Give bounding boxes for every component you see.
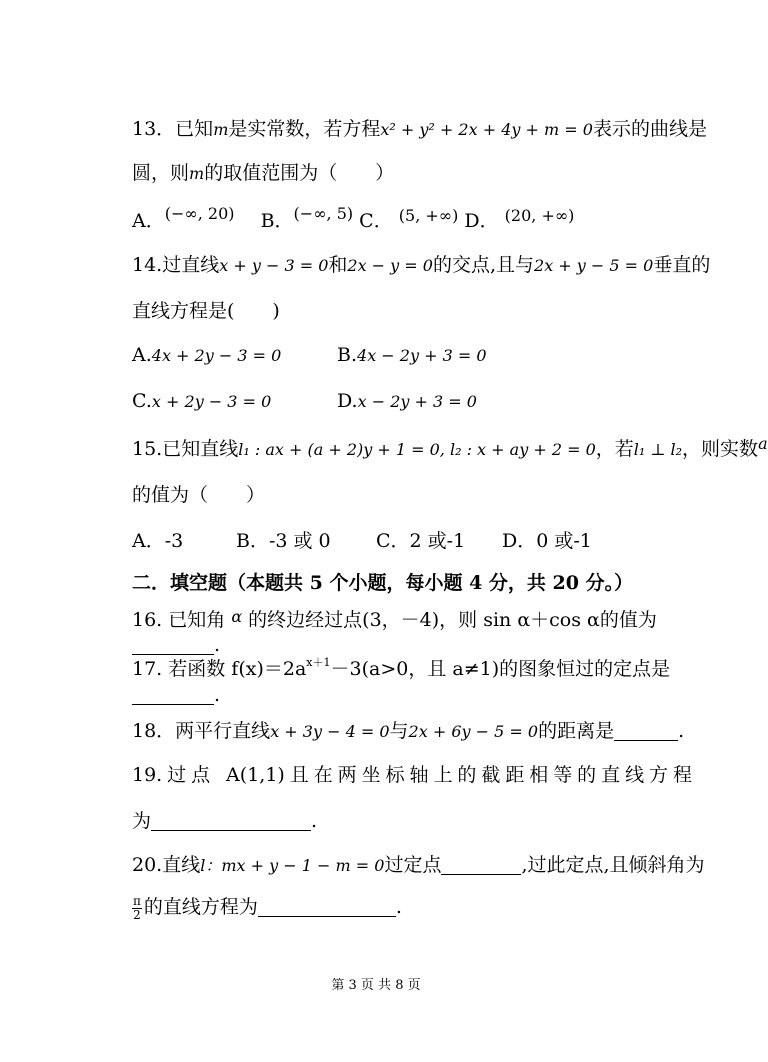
q15-condition: l₁ ⊥ l₂ [633, 440, 683, 459]
q19-text-line2: 为 [132, 810, 152, 832]
q14-options-cd [132, 388, 692, 415]
q20-eq: ：mx + y − 1 − m = 0 [205, 856, 385, 875]
q16-line1 [132, 607, 692, 634]
q18-answer-blank[interactable] [614, 720, 678, 741]
q15-line2 [132, 482, 692, 508]
q15-option-a: A．-3 [132, 530, 184, 552]
q20-text-c: ,过此定点,且倾斜角为 [521, 854, 705, 876]
q18-eq1: x + 3y − 4 = 0 [270, 722, 390, 741]
q13-option-b-label: B． [260, 210, 294, 232]
q13-options [132, 204, 692, 235]
q15-text-line2: 的值为（ ） [132, 484, 266, 506]
q17-answer-line: . [132, 682, 692, 708]
q14-options-ab [132, 342, 692, 369]
q13-option-a-label: A． [132, 210, 165, 232]
page-footer: 第 3 页 共 8 页 [331, 978, 421, 993]
q14-option-b: 4x − 2y + 3 = 0 [357, 346, 487, 365]
q20-line2: $\frac{\pi}{2}$ 的直线方程为 . [133, 893, 402, 922]
q16-answer-line: . [132, 632, 692, 658]
q20-text-d: 的直线方程为 [143, 896, 258, 918]
q14-option-b-label: B. [337, 344, 358, 366]
q20-point-blank[interactable] [441, 854, 521, 875]
q14-line1 [132, 252, 711, 279]
q15-var-a: a [758, 434, 768, 453]
q16-text-a: 16. 已知角 [132, 609, 226, 631]
q18-eq2: 2x + 6y − 5 = 0 [408, 722, 539, 741]
q13-var-m: m [213, 120, 229, 139]
q13-option-c: (5, +∞) [398, 206, 459, 225]
q14-eq3: 2x + y − 5 = 0 [534, 256, 654, 275]
q20-fraction [132, 895, 142, 922]
q17-exponent: x＋1 [306, 655, 331, 669]
q18-text-b: 与 [389, 720, 409, 742]
q13-option-d: (20, +∞) [504, 206, 575, 225]
q15-text-c: ，则实数 [682, 438, 759, 460]
q14-text-a: 14.过直线 [132, 254, 220, 276]
q16-answer-blank[interactable] [132, 634, 214, 655]
q13-equation: x² + y² + 2x + 4y + m = 0 [380, 120, 593, 139]
q13-text: 13．已知 [132, 118, 214, 140]
q15-text-a: 15.已知直线 [132, 438, 239, 460]
q20-frac-den: 2 [133, 907, 141, 922]
q13-option-b: (−∞, 5) [293, 204, 354, 223]
q19-line1: 19.过点 A(1,1)且在两坐标轴上的截距相等的直线方程 [132, 764, 692, 786]
q14-text-line2: 直线方程是( ) [132, 300, 280, 322]
q17-answer-blank[interactable] [132, 684, 214, 705]
q15-text-b: ，若 [595, 438, 634, 460]
q13-line1 [132, 116, 707, 143]
q19-answer-blank[interactable] [151, 810, 311, 831]
q17-text-a: 17. 若函数 f(x)＝2a [132, 658, 307, 680]
q16-text-b: 的终边经过点(3，－4)，则 sin α＋cos α的值为 [248, 609, 657, 631]
q13-line2 [132, 160, 692, 187]
q14-option-c: x + 2y − 3 = 0 [151, 392, 272, 411]
q13-text-c: 表示的曲线是 [592, 118, 707, 140]
q13-text-e: 的取值范围为（ ） [204, 162, 395, 184]
q18-text-a: 18．两平行直线 [132, 720, 271, 742]
q20-var-l: l [200, 856, 206, 875]
q20-text-b: 过定点 [384, 854, 442, 876]
q14-option-a: 4x + 2y − 3 = 0 [151, 346, 282, 365]
q14-eq2: 2x − y = 0 [347, 256, 433, 275]
q13-option-c-label: C． [359, 210, 393, 232]
q14-text-b: 和 [328, 254, 348, 276]
q14-text-c: 的交点,且与 [432, 254, 535, 276]
q19-line2: 为 . [132, 810, 318, 832]
q20-text-a: 20.直线 [132, 854, 201, 876]
q14-option-d-label: D. [337, 390, 358, 412]
q20-line1 [132, 852, 705, 879]
q14-option-a-label: A. [132, 344, 152, 366]
q13-option-a: (−∞, 20) [164, 204, 235, 223]
q13-text-d: 圆，则 [132, 162, 190, 184]
q18-line1: 18．两平行直线x + 3y − 4 = 0与2x + 6y − 5 = 0的距离是 . [132, 720, 685, 742]
q14-line2 [132, 298, 692, 324]
q15-option-d: D．0 或-1 [502, 530, 592, 552]
q14-option-d: x − 2y + 3 = 0 [357, 392, 477, 411]
q14-text-d: 垂直的 [653, 254, 711, 276]
q15-options [132, 528, 692, 554]
section-heading: 二．填空题（本题共 5 个小题，每小题 4 分，共 20 分。） [132, 572, 634, 594]
q14-eq1: x + y − 3 = 0 [219, 256, 329, 275]
q17-line1 [132, 656, 692, 682]
q13-var-m2: m [189, 164, 205, 183]
q15-eq: l₁ : ax + (a + 2)y + 1 = 0, l₂ : x + ay + 2 = 0 [238, 440, 596, 459]
q15-option-b: B．-3 或 0 [236, 530, 331, 552]
q20-answer-blank[interactable] [258, 896, 396, 917]
q13-text-b: 是实常数，若方程 [228, 118, 381, 140]
q16-alpha: α [231, 607, 243, 626]
q15-option-c: C．2 或-1 [376, 530, 466, 552]
q20-frac-num: π [133, 893, 141, 908]
q18-text-c: 的距离是 [538, 720, 615, 742]
q17-text-b: －3(a>0，且 a≠1)的图象恒过的定点是 [330, 658, 671, 680]
q13-option-d-label: D． [464, 210, 499, 232]
q14-option-c-label: C. [132, 390, 152, 412]
q15-line1 [132, 434, 768, 463]
